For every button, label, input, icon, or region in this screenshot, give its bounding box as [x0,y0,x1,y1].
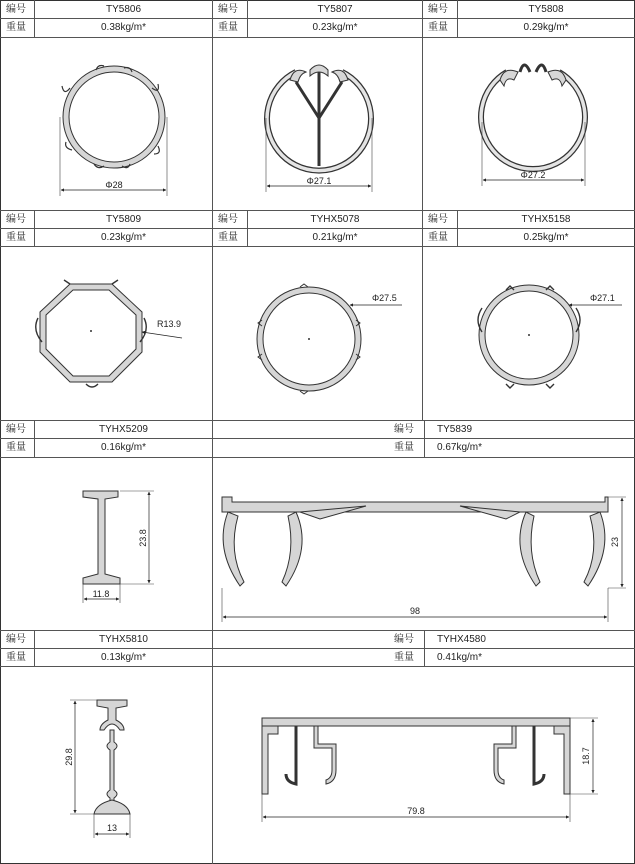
dimension-label: 23 [610,536,620,548]
code-label: 编号 [6,4,26,15]
dimension-label: Φ28 [105,180,123,190]
product-weight: 0.67kg/m* [437,442,483,453]
product-code: TYHX5209 [99,424,148,435]
product-code: TY5806 [105,4,142,15]
product-code: TY5839 [437,424,473,435]
weight-label: 重量 [6,232,26,243]
profile-ty5839 [222,497,626,622]
profile-tyhx5810 [64,700,130,838]
profile-tyhx5078 [257,284,402,394]
product-code: TY5807 [317,4,353,15]
code-label: 编号 [6,214,26,225]
product-weight: 0.23kg/m* [100,232,147,243]
weight-label: 重量 [428,232,448,243]
dimension-label: Φ27.2 [520,170,546,180]
dimension-label: 11.8 [92,589,110,599]
profile-tyhx5209 [83,491,154,603]
profile-ty5809 [36,280,182,387]
product-weight: 0.25kg/m* [523,232,569,243]
product-weight: 0.38kg/m* [100,22,147,33]
profile-ty5807 [266,65,372,192]
dimension-label: Φ27.1 [306,176,332,186]
dimension-label: 18.7 [581,747,591,765]
profile-tyhx5158 [478,285,622,388]
weight-label: 重量 [394,442,414,453]
profile-ty5808 [481,65,585,186]
code-label: 编号 [6,424,26,435]
product-code: TYHX5078 [310,214,360,225]
product-code: TYHX4580 [437,634,486,645]
code-label: 编号 [218,4,238,15]
dimension-label: R13.9 [157,319,182,329]
dimension-label: 13 [106,823,118,833]
code-label: 编号 [428,4,448,15]
dimension-label: Φ27.5 [372,293,397,303]
product-weight: 0.41kg/m* [437,652,483,663]
product-code: TY5809 [105,214,142,225]
dimension-label: 23.8 [138,529,148,547]
weight-label: 重量 [6,442,26,453]
product-weight: 0.21kg/m* [312,232,358,243]
product-weight: 0.23kg/m* [312,22,358,33]
product-weight: 0.16kg/m* [100,442,147,453]
dimension-label: 98 [409,606,421,616]
product-code: TYHX5158 [521,214,571,225]
product-code: TYHX5810 [99,634,148,645]
dimension-label: Φ27.1 [590,293,615,303]
product-weight: 0.13kg/m* [100,652,147,663]
profile-tyhx4580 [262,718,598,822]
profile-ty5806 [60,66,167,197]
weight-label: 重量 [6,652,26,663]
code-label: 编号 [394,634,414,645]
dimension-label: 79.8 [407,806,425,816]
weight-label: 重量 [218,232,238,243]
code-label: 编号 [428,214,448,225]
code-label: 编号 [218,214,238,225]
weight-label: 重量 [218,22,238,33]
weight-label: 重量 [394,652,414,663]
code-label: 编号 [394,424,414,435]
weight-label: 重量 [428,22,448,33]
product-weight: 0.29kg/m* [523,22,569,33]
product-code: TY5808 [528,4,564,15]
weight-label: 重量 [6,22,26,33]
code-label: 编号 [6,634,26,645]
dimension-label: 29.8 [64,748,74,766]
